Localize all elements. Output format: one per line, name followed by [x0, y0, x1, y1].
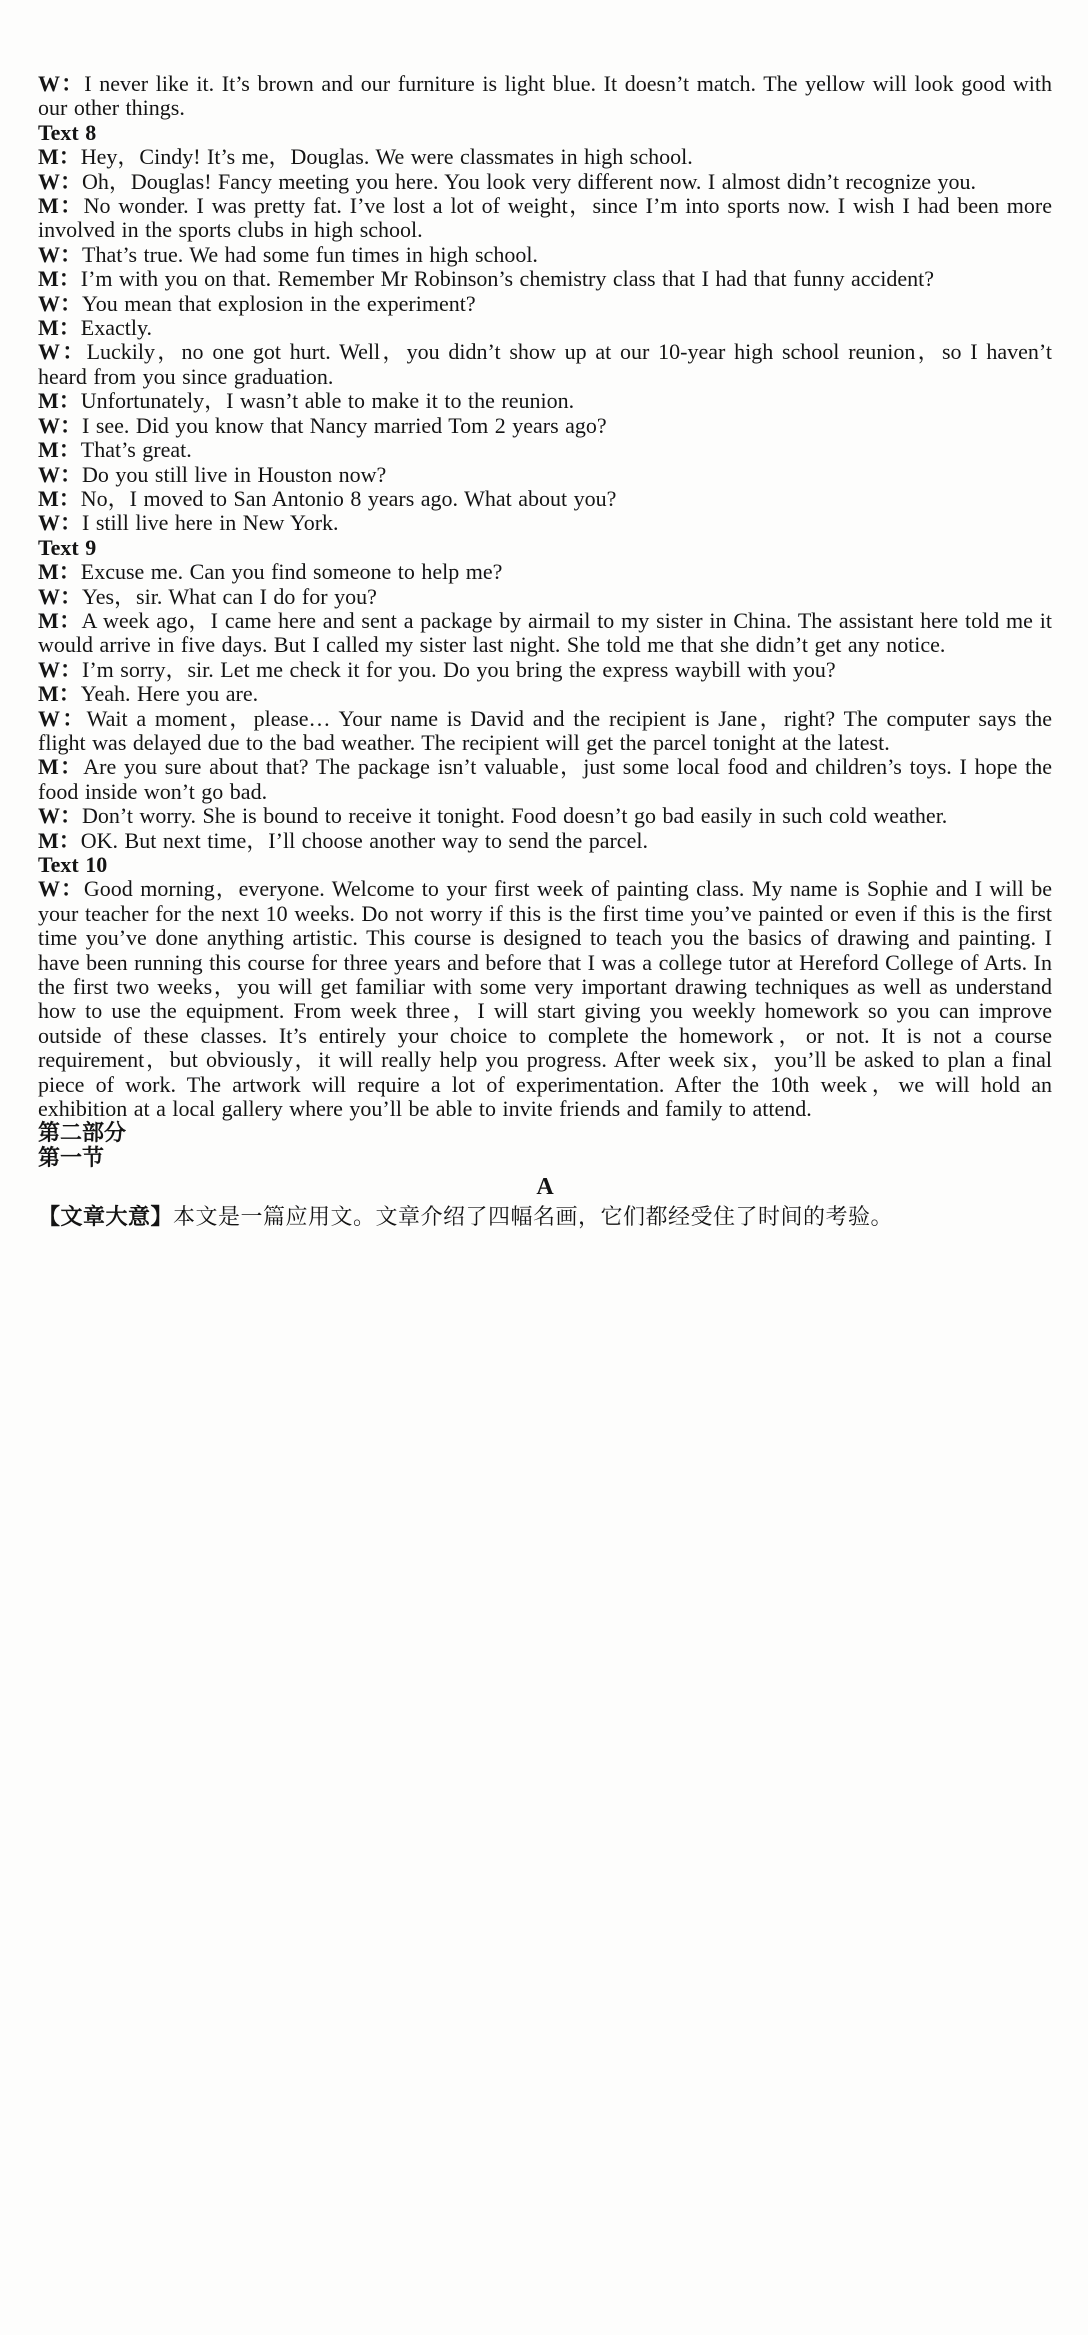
- speaker-label: W：: [38, 290, 83, 316]
- speaker-label: W：: [38, 583, 83, 609]
- speaker-label: W：: [38, 461, 83, 487]
- dialogue-line: M：Exactly.: [38, 315, 153, 341]
- text-heading: Text 10: [38, 852, 108, 877]
- dialogue-line: M：I’m with you on that. Remember Mr Robinson’s chemistry class that I had that funny accident?: [38, 266, 935, 292]
- dialogue-line: W：Luckily，no one got hurt. Well，you didn’t show up at our 10-year high school reunion，so I haven’t heard from you since graduation.: [38, 339, 1052, 389]
- dialogue-line: M：No wonder. I was pretty fat. I’ve lost a lot of weight，since I’m into sports now. I wish I had been more involved in the sports clubs in high school.: [38, 193, 1053, 243]
- dialogue-line: W：Yes，sir. What can I do for you?: [38, 583, 377, 609]
- speaker-label: M：: [38, 144, 81, 170]
- dialogue-line: M：A week ago，I came here and sent a package by airmail to my sister in China. The assistant here told me it would arrive in five days. But I called my sister last night. She told me that she didn’t get any notice.: [38, 607, 1052, 658]
- speaker-label: W：: [38, 71, 85, 96]
- speaker-label: W：: [38, 339, 87, 365]
- summary-label: 【文章大意】: [38, 1203, 174, 1229]
- speaker-label: W：: [38, 656, 83, 682]
- passage-letter-heading: A: [536, 1174, 554, 1201]
- speaker-label: M：: [38, 193, 84, 219]
- dialogue-line: W：I never like it. It’s brown and our furniture is light blue. It doesn’t match. The yellow will look good with our other things.: [38, 71, 1052, 121]
- dialogue-line: M：Yeah. Here you are.: [38, 681, 259, 707]
- speaker-label: W：: [38, 168, 83, 194]
- dialogue-line: M：Unfortunately，I wasn’t able to make it to the reunion.: [38, 388, 575, 414]
- dialogue-line: W：Wait a moment，please… Your name is David and the recipient is Jane，right? The computer says the flight was delayed due to the bad weather. The recipient will get the parcel tonight at the latest.: [38, 705, 1052, 755]
- passage-summary: 【文章大意】本文是一篇应用文。文章介绍了四幅名画，它们都经受住了时间的考验。: [38, 1203, 894, 1229]
- text-heading: Text 8: [38, 119, 97, 145]
- section-heading-cn: 第二部分: [38, 1120, 127, 1146]
- speaker-label: M：: [38, 266, 81, 292]
- text-heading: Text 9: [38, 534, 97, 560]
- dialogue-line: M：That’s great.: [38, 437, 192, 463]
- speaker-label: M：: [38, 485, 81, 511]
- dialogue-line: W：Oh，Douglas! Fancy meeting you here. You look very different now. I almost didn’t recognize you.: [38, 168, 977, 194]
- dialogue-line: W：I still live here in New York.: [38, 510, 339, 536]
- speaker-label: M：: [38, 681, 81, 707]
- speaker-label: M：: [38, 437, 81, 463]
- dialogue-line: W：Do you still live in Houston now?: [38, 461, 387, 487]
- speaker-label: W：: [38, 876, 84, 902]
- speaker-label: W：: [38, 241, 83, 267]
- section-heading-cn: 第一节: [38, 1144, 105, 1170]
- speaker-label: M：: [38, 559, 81, 585]
- dialogue-line: M：Are you sure about that? The package isn’t valuable，just some local food and children’s toys. I hope the food inside won’t go bad.: [38, 754, 1052, 804]
- page-content: [38, 72, 1052, 1229]
- speaker-label: M：: [38, 754, 84, 780]
- speaker-label: W：: [38, 510, 83, 536]
- dialogue-line: W：I’m sorry，sir. Let me check it for you. Do you bring the express waybill with you?: [38, 656, 836, 682]
- dialogue-line: M：OK. But next time，I’ll choose another way to send the parcel.: [38, 827, 648, 853]
- dialogue-line: M：No，I moved to San Antonio 8 years ago. What about you?: [38, 485, 617, 511]
- dialogue-line: W：You mean that explosion in the experiment?: [38, 290, 476, 316]
- dialogue-line: W：Good morning，everyone. Welcome to your first week of painting class. My name is Sophie and I will be your teacher for the next 10 weeks. Do not worry if this is the first time you’ve painted or even if this is the first time you’ve done anything artistic. This course is designed to teach you the basics of drawing and painting. I have been running this course for three years and before that I was a college tutor at Hereford College of Arts. In the first two weeks，you will get familiar with some very important drawing techniques as well as understand how to use the equipment. From week three，I will start giving you weekly homework so you can improve outside of these classes. It’s entirely your choice to complete the homework，or not. It is not a course requirement，but obviously，it will really help you progress. After week six，you’ll be asked to plan a final piece of work. The artwork will require a lot of experimentation. After the 10th week，we will hold an exhibition at a local gallery where you’ll be able to invite friends and family to attend.: [38, 876, 1052, 1122]
- speaker-label: M：: [38, 607, 82, 633]
- speaker-label: M：: [38, 388, 81, 414]
- dialogue-line: W：That’s true. We had some fun times in high school.: [38, 241, 538, 267]
- speaker-label: M：: [38, 315, 81, 341]
- speaker-label: W：: [38, 705, 87, 731]
- dialogue-line: M：Excuse me. Can you find someone to help me?: [38, 559, 503, 585]
- speaker-label: W：: [38, 803, 83, 829]
- speaker-label: W：: [38, 412, 83, 438]
- dialogue-line: W：Don’t worry. She is bound to receive it tonight. Food doesn’t go bad easily in such cold weather.: [38, 803, 948, 829]
- dialogue-line: W：I see. Did you know that Nancy married Tom 2 years ago?: [38, 412, 607, 438]
- dialogue-line: M：Hey，Cindy! It’s me，Douglas. We were classmates in high school.: [38, 144, 693, 170]
- speaker-label: M：: [38, 827, 81, 853]
